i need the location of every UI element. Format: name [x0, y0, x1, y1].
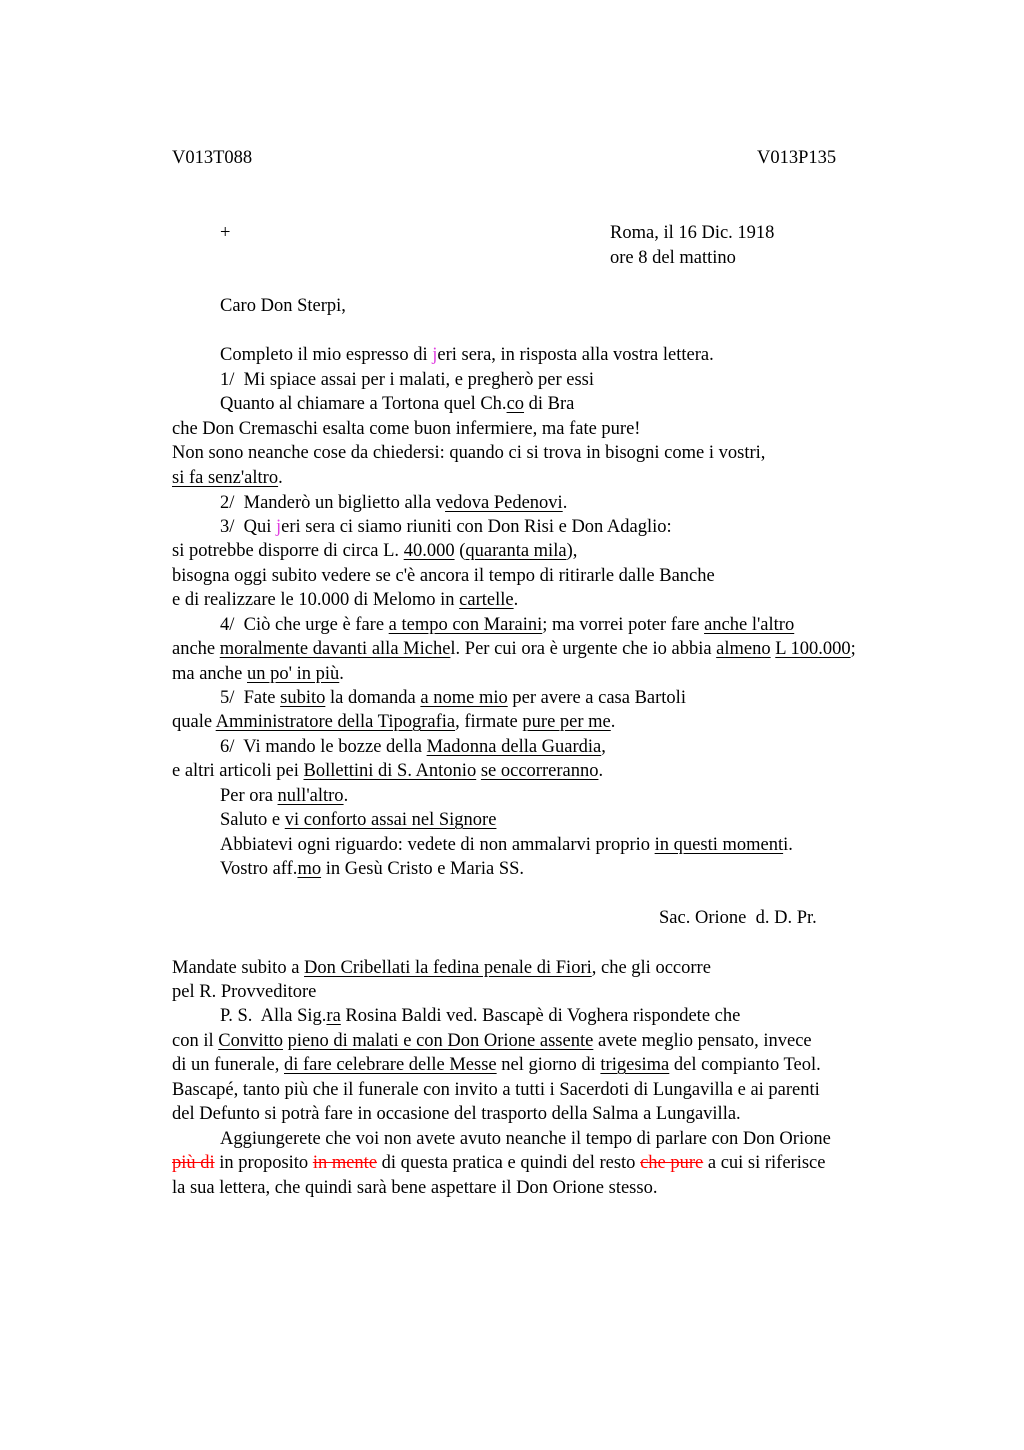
body-line: 1/ Mi spiace assai per i malati, e pregherò per essi: [220, 370, 594, 390]
underlined-text: Amministratore della Tipografia: [215, 712, 456, 732]
text-segment: anche: [172, 639, 220, 659]
text-segment: Saluto e: [220, 810, 285, 830]
place-date: Roma, il 16 Dic. 1918: [610, 223, 775, 243]
underlined-text: in questi moment: [654, 835, 784, 855]
postscript-line: Bascapé, tanto più che il funerale con invito a tutti i Sacerdoti di Lungavilla e ai parenti: [172, 1080, 820, 1100]
postscript-line: [220, 1004, 740, 1029]
text-segment: P. S. Alla Sig.: [220, 1006, 327, 1026]
signature: Sac. Orione d. D. Pr.: [659, 908, 817, 928]
text-segment: ma anche: [172, 664, 247, 684]
text-segment: e di realizzare le 10.000 di Melomo in: [172, 590, 460, 610]
text-segment: ),: [566, 541, 578, 561]
text-segment: 2/ Manderò un biglietto alla v: [220, 493, 446, 513]
deleted-text: più di: [172, 1153, 215, 1173]
underlined-text: almeno: [716, 639, 771, 659]
body-line: [220, 784, 348, 809]
left-archive-code: V013T088: [172, 148, 253, 168]
text-segment: ,: [601, 737, 606, 757]
text-segment: (: [454, 541, 466, 561]
text-segment: ; ma vorrei poter fare: [542, 615, 705, 635]
body-line: [172, 588, 518, 613]
text-segment: con il: [172, 1031, 219, 1051]
text-segment: avete meglio pensato, invece: [593, 1031, 812, 1051]
salutation: Caro Don Sterpi,: [220, 296, 346, 316]
body-line: [220, 491, 567, 516]
postscript-line: [172, 956, 711, 981]
postscript-line: [172, 1053, 821, 1078]
postscript-line: Aggiungerete che voi non avete avuto neanche il tempo di parlare con Don Orione: [220, 1129, 831, 1149]
cross-symbol: +: [220, 223, 231, 243]
text-segment: , firmate: [455, 712, 523, 732]
underlined-text: subito: [280, 688, 326, 708]
underlined-text: Don Cribellati la fedina penale di Fiori: [304, 958, 592, 978]
text-segment: .: [278, 468, 283, 488]
text-segment: .: [562, 493, 568, 513]
underlined-text: moralmente davanti alla Miche: [219, 639, 451, 659]
text-segment: l. Per cui ora è urgente che io abbia: [450, 639, 717, 659]
body-line: [172, 710, 615, 735]
text-segment: Completo il mio espresso di: [220, 345, 433, 365]
text-segment: .: [513, 590, 519, 610]
text-segment: Abbiatevi ogni riguardo: vedete di non ammalarvi proprio: [220, 835, 655, 855]
underlined-text: a nome mio: [420, 688, 508, 708]
postscript-line: del Defunto si potrà fare in occasione del trasporto della Salma a Lungavilla.: [172, 1104, 741, 1124]
body-line: [172, 466, 283, 491]
text-segment: del compianto Teol.: [669, 1055, 821, 1075]
text-segment: .: [343, 786, 349, 806]
underlined-text: null'altro: [277, 786, 344, 806]
underlined-text: un po' in più: [247, 664, 340, 684]
underlined-text: co: [506, 394, 525, 414]
body-line: [220, 833, 793, 858]
text-segment: nel giorno di: [496, 1055, 601, 1075]
text-segment: quale: [172, 712, 216, 732]
body-line: [220, 808, 496, 833]
underlined-text: edova Pedenovi: [445, 493, 563, 513]
body-line: [172, 539, 577, 564]
postscript-line: [172, 1151, 825, 1176]
highlighted-letter: j: [276, 517, 282, 537]
underlined-text: pieno di malati e con Don Orione assente: [287, 1031, 594, 1051]
underlined-text: quaranta mila: [465, 541, 567, 561]
text-segment: la domanda: [325, 688, 421, 708]
underlined-text: di fare celebrare delle Messe: [284, 1055, 497, 1075]
right-archive-code: V013P135: [757, 148, 837, 168]
underlined-text: si fa senz'altro: [172, 468, 279, 488]
highlighted-letter: j: [432, 345, 438, 365]
underlined-text: se occorreranno: [480, 761, 599, 781]
text-segment: di Bra: [524, 394, 575, 414]
text-segment: eri sera ci siamo riuniti con Don Risi e Don Adaglio:: [281, 517, 672, 537]
underlined-text: Bollettini di S. Antonio: [303, 761, 477, 781]
underlined-text: pure per me: [522, 712, 611, 732]
postscript-line: pel R. Provveditore: [172, 982, 317, 1002]
text-segment: 5/ Fate: [220, 688, 281, 708]
deleted-text: che pure: [640, 1153, 704, 1173]
text-segment: a cui si riferisce: [703, 1153, 826, 1173]
text-segment: .: [610, 712, 616, 732]
underlined-text: Convitto: [218, 1031, 284, 1051]
postscript-line: [172, 1029, 812, 1054]
text-segment: .: [339, 664, 344, 684]
text-segment: in Gesù Cristo e Maria SS.: [321, 859, 525, 879]
underlined-text: Madonna della Guardia: [426, 737, 602, 757]
text-segment: di questa pratica e quindi del resto: [377, 1153, 641, 1173]
body-line: [220, 613, 794, 638]
text-segment: Rosina Baldi ved. Bascapè di Voghera rispondete che: [340, 1006, 741, 1026]
body-line: [220, 735, 606, 760]
body-line: [172, 637, 856, 662]
text-segment: per avere a casa Bartoli: [507, 688, 686, 708]
underlined-text: mo: [297, 859, 322, 879]
underlined-text: L 100.000: [775, 639, 851, 659]
text-segment: eri sera, in risposta alla vostra lettera.: [437, 345, 714, 365]
time-line: ore 8 del mattino: [610, 248, 736, 268]
body-line: [220, 343, 714, 368]
underlined-text: anche l'altro: [704, 615, 795, 635]
body-line: [220, 392, 574, 417]
underlined-text: cartelle: [459, 590, 514, 610]
text-segment: Per ora: [220, 786, 278, 806]
body-line: [172, 759, 603, 784]
underlined-text: ra: [326, 1006, 341, 1026]
text-segment: i.: [783, 835, 793, 855]
body-line: [220, 686, 686, 711]
postscript-line: la sua lettera, che quindi sarà bene aspettare il Don Orione stesso.: [172, 1178, 658, 1198]
text-segment: Quanto al chiamare a Tortona quel Ch.: [220, 394, 507, 414]
text-segment: di un funerale,: [172, 1055, 284, 1075]
body-line: Non sono neanche cose da chiedersi: quando ci si trova in bisogni come i vostri,: [172, 443, 766, 463]
text-segment: e altri articoli pei: [172, 761, 304, 781]
text-segment: 4/ Ciò che urge è fare: [220, 615, 389, 635]
text-segment: ;: [850, 639, 856, 659]
text-segment: Mandate subito a: [172, 958, 305, 978]
underlined-text: a tempo con Maraini: [388, 615, 543, 635]
body-line: che Don Cremaschi esalta come buon infermiere, ma fate pure!: [172, 419, 641, 439]
text-segment: Vostro aff.: [220, 859, 298, 879]
text-segment: si potrebbe disporre di circa L.: [172, 541, 404, 561]
text-segment: , che gli occorre: [591, 958, 711, 978]
body-line: [220, 515, 672, 540]
body-line: [172, 662, 344, 687]
text-segment: .: [598, 761, 604, 781]
text-segment: 6/ Vi mando le bozze della: [220, 737, 427, 757]
deleted-text: in mente: [312, 1153, 378, 1173]
body-line: bisogna oggi subito vedere se c'è ancora il tempo di ritirarle dalle Banche: [172, 566, 715, 586]
closing-line: [220, 857, 524, 882]
text-segment: in proposito: [214, 1153, 313, 1173]
underlined-text: trigesima: [600, 1055, 670, 1075]
underlined-text: vi conforto assai nel Signore: [284, 810, 497, 830]
underlined-text: 40.000: [403, 541, 455, 561]
text-segment: 3/ Qui: [220, 517, 277, 537]
